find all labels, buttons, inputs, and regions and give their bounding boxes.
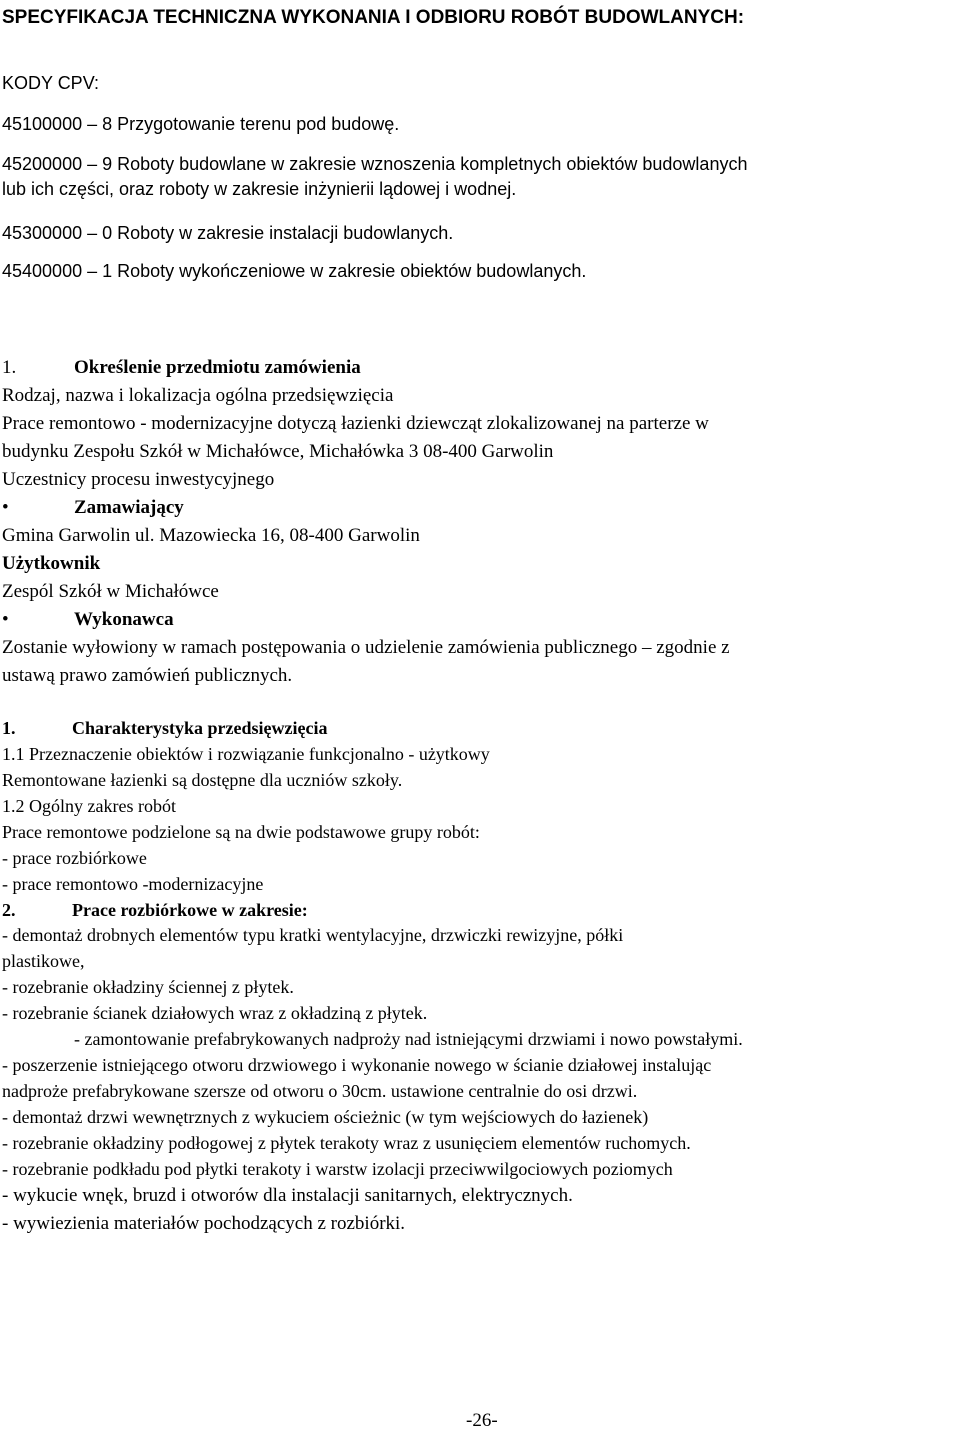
list-item: plastikowe, xyxy=(2,951,85,971)
section-1-description-cont: budynku Zespołu Szkół w Michałówce, Michałówka 3 08-400 Garwolin xyxy=(2,441,554,462)
contractor-description: Zostanie wyłowiony w ramach postępowania o udzielenie zamówienia publicznego – zgodnie z xyxy=(2,637,730,658)
bullet-icon: • xyxy=(2,609,9,630)
contractor-item xyxy=(2,610,174,629)
characteristics-number: 1. xyxy=(2,718,16,738)
subsection-1-2-text: Prace remontowe podzielone są na dwie podstawowe grupy robót: xyxy=(2,822,480,842)
cpv-label: KODY CPV: xyxy=(2,73,100,93)
list-item: - poszerzenie istniejącego otworu drzwiowego i wykonanie nowego w ścianie działowej instalując xyxy=(2,1055,712,1075)
subsection-1-1-text: Remontowane łazienki są dostępne dla uczniów szkoły. xyxy=(2,770,403,790)
cpv-code-1: 45100000 – 8 Przygotowanie terenu pod budowę. xyxy=(2,114,400,134)
list-item: - rozebranie okładziny podłogowej z płytek terakoty wraz z usunięciem elementów ruchomych. xyxy=(2,1133,691,1153)
page-number: -26- xyxy=(466,1410,498,1431)
user-label: Użytkownik xyxy=(2,553,101,574)
user-value: Zespól Szkół w Michałówce xyxy=(2,581,219,602)
participants-heading: Uczestnicy procesu inwestycyjnego xyxy=(2,469,275,490)
section-1-title: Określenie przedmiotu zamówienia xyxy=(74,357,361,378)
ordering-party-label: Zamawiający xyxy=(74,497,184,518)
section-1-description: Prace remontowo - modernizacyjne dotyczą łazienki dziewcząt zlokalizowanej na parterze w xyxy=(2,413,709,434)
list-item: - wykucie wnęk, bruzd i otworów dla instalacji sanitarnych, elektrycznych. xyxy=(2,1185,573,1206)
section-2-number: 2. xyxy=(2,900,16,920)
section-1-heading xyxy=(2,358,361,377)
cpv-code-2: 45200000 – 9 Roboty budowlane w zakresie wznoszenia kompletnych obiektów budowlanych xyxy=(2,154,748,174)
bullet-icon: • xyxy=(2,497,9,518)
section-2-title: Prace rozbiórkowe w zakresie: xyxy=(72,900,308,920)
list-item: - rozebranie podkładu pod płytki terakoty i warstw izolacji przeciwwilgociowych poziomych xyxy=(2,1159,673,1179)
list-item: - zamontowanie prefabrykowanych nadproży nad istniejącymi drzwiami i nowo powstałymi. xyxy=(74,1029,743,1049)
section-1-number: 1. xyxy=(2,357,17,378)
contractor-description-cont: ustawą prawo zamówień publicznych. xyxy=(2,665,293,686)
contractor-label: Wykonawca xyxy=(74,609,174,630)
cpv-code-2-cont: lub ich części, oraz roboty w zakresie inżynierii lądowej i wodnej. xyxy=(2,179,517,199)
list-item: - prace rozbiórkowe xyxy=(2,848,147,868)
characteristics-heading xyxy=(2,719,327,737)
subsection-1-2: 1.2 Ogólny zakres robót xyxy=(2,796,176,816)
section-2-heading xyxy=(2,901,308,919)
cpv-code-3: 45300000 – 0 Roboty w zakresie instalacji budowlanych. xyxy=(2,223,454,243)
list-item: nadproże prefabrykowane szersze od otworu o 30cm. ustawione centralnie do osi drzwi. xyxy=(2,1081,638,1101)
document-title: SPECYFIKACJA TECHNICZNA WYKONANIA I ODBIORU ROBÓT BUDOWLANYCH: xyxy=(2,7,745,28)
list-item: - wywiezienia materiałów pochodzących z rozbiórki. xyxy=(2,1213,406,1234)
list-item: - demontaż drobnych elementów typu kratki wentylacyjne, drzwiczki rewizyjne, półki xyxy=(2,925,624,945)
ordering-party-item xyxy=(2,498,184,517)
list-item: - rozebranie okładziny ściennej z płytek. xyxy=(2,977,294,997)
characteristics-title: Charakterystyka przedsięwzięcia xyxy=(72,718,328,738)
list-item: - prace remontowo -modernizacyjne xyxy=(2,874,264,894)
cpv-code-4: 45400000 – 1 Roboty wykończeniowe w zakresie obiektów budowlanych. xyxy=(2,261,587,281)
section-1-subheading: Rodzaj, nazwa i lokalizacja ogólna przedsięwzięcia xyxy=(2,385,394,406)
list-item: - rozebranie ścianek działowych wraz z okładziną z płytek. xyxy=(2,1003,428,1023)
subsection-1-1: 1.1 Przeznaczenie obiektów i rozwiązanie funkcjonalno - użytkowy xyxy=(2,744,490,764)
ordering-party-value: Gmina Garwolin ul. Mazowiecka 16, 08-400 Garwolin xyxy=(2,525,420,546)
list-item: - demontaż drzwi wewnętrznych z wykuciem ościeżnic (w tym wejściowych do łazienek) xyxy=(2,1107,649,1127)
